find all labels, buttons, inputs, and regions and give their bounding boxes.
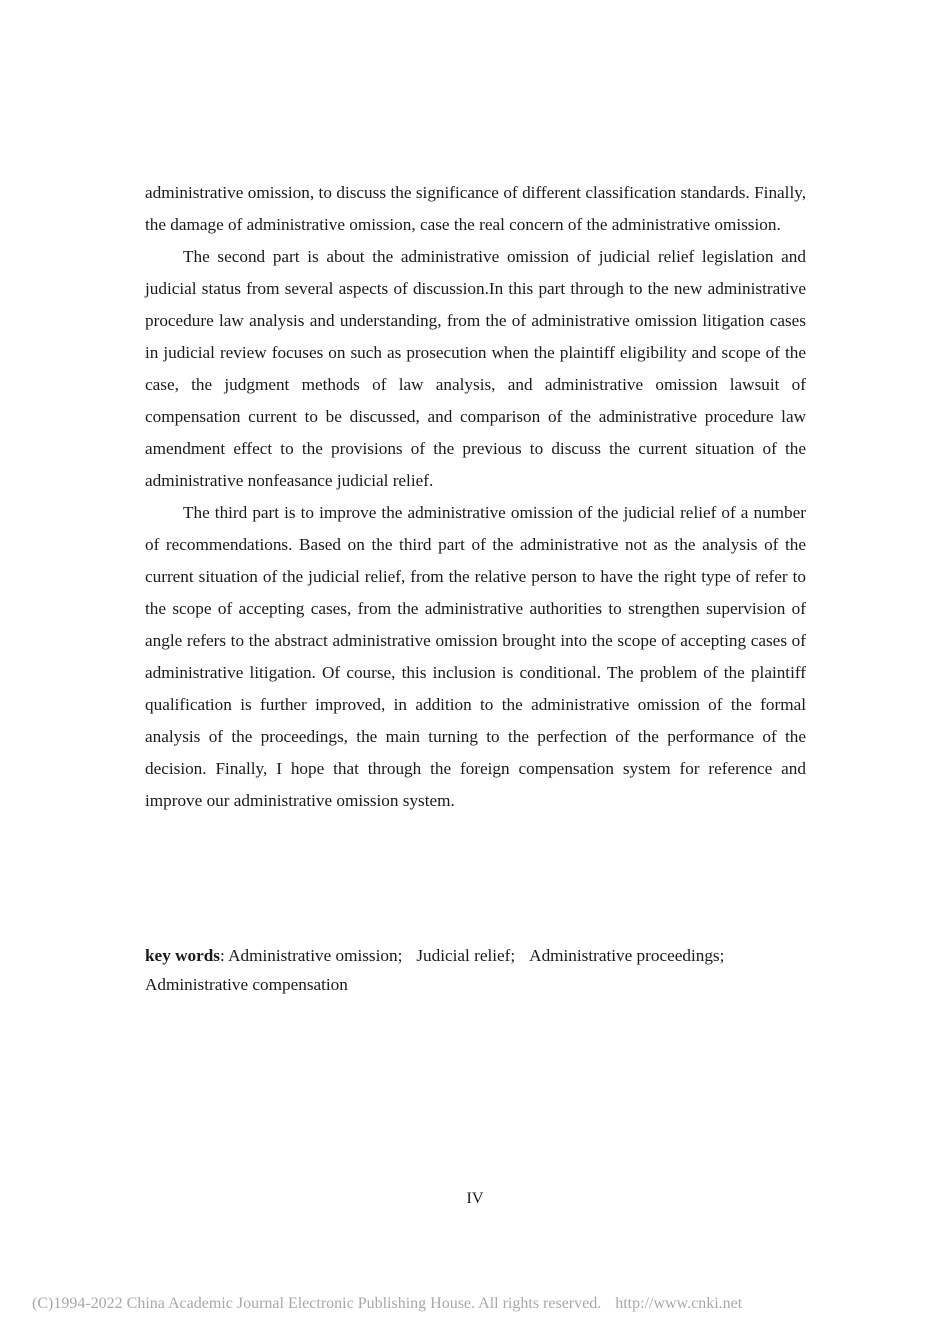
keywords-section: [145, 941, 806, 999]
abstract-body: [145, 177, 806, 817]
page-number: IV: [466, 1190, 484, 1207]
keywords-label: key words: [145, 946, 220, 965]
keyword-item: Judicial relief;: [416, 946, 516, 965]
abstract-paragraph-1: administrative omission, to discuss the significance of different classification standards. Finally, the damage of administrative omission, case the real concern of the administrative omission.: [145, 183, 806, 234]
copyright-text: (C)1994-2022 China Academic Journal Electronic Publishing House. All rights reserved.: [32, 1295, 602, 1312]
keyword-item: Administrative proceedings;: [529, 946, 725, 965]
copyright-footer: [32, 1295, 742, 1313]
footer-url: http://www.cnki.net: [615, 1295, 743, 1312]
keyword-item: Administrative compensation: [145, 975, 348, 994]
abstract-paragraph-2: The second part is about the administrative omission of judicial relief legislation and judicial status from several aspects of discussion.In this part through to the new administrative procedure law analysis and understanding, from the of administrative omission litigation cases in judicial review focuses on such as prosecution when the plaintiff eligibility and scope of the case, the judgment methods of law analysis, and administrative omission lawsuit of compensation current to be discussed, and comparison of the administrative procedure law amendment effect to the provisions of the previous to discuss the current situation of the administrative nonfeasance judicial relief.: [145, 247, 806, 490]
abstract-paragraph-3: The third part is to improve the administrative omission of the judicial relief of a number of recommendations. Based on the third part of the administrative not as the analysis of the current situation of the judicial relief, from the relative person to have the right type of refer to the scope of accepting cases, from the administrative authorities to strengthen supervision of angle refers to the abstract administrative omission brought into the scope of accepting cases of administrative litigation. Of course, this inclusion is conditional. The problem of the plaintiff qualification is further improved, in addition to the administrative omission of the formal analysis of the proceedings, the main turning to the perfection of the performance of the decision. Finally, I hope that through the foreign compensation system for reference and improve our administrative omission system.: [145, 503, 806, 810]
keyword-item: Administrative omission;: [228, 946, 403, 965]
keywords-separator: :: [219, 946, 229, 965]
